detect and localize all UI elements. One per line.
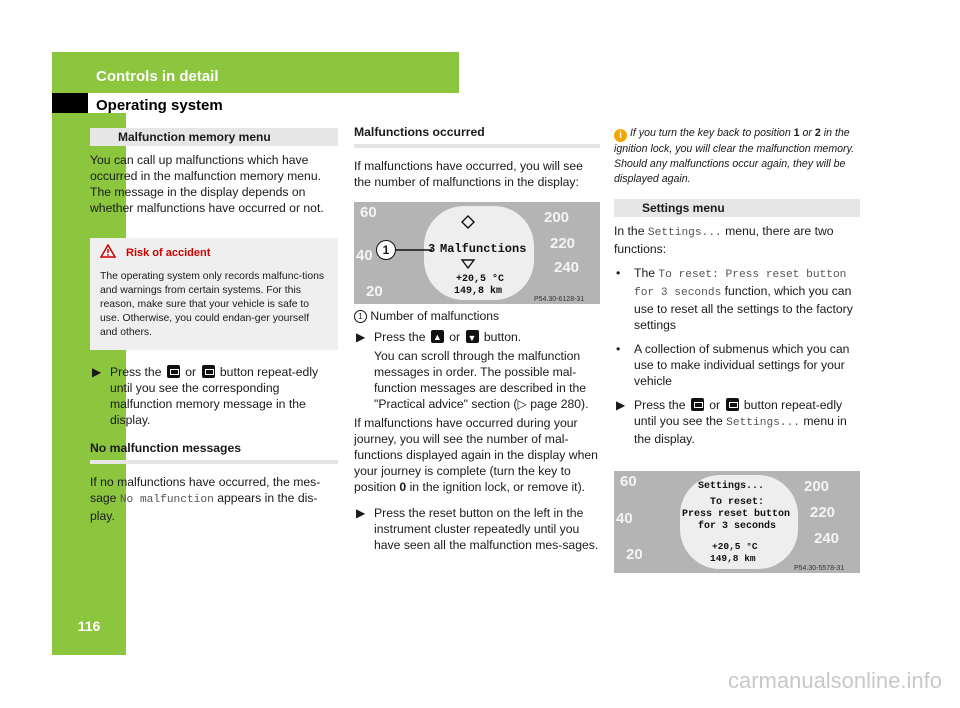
step-text: menu in the display. xyxy=(634,414,847,446)
bullet-text: A collection of submenus which you can use to make individual settings for your vehicle xyxy=(634,342,850,388)
display-reset-instruction: Press reset button xyxy=(682,509,791,520)
scale-label: 60 xyxy=(360,204,377,221)
step-or: or xyxy=(709,398,721,412)
bullet-submenus xyxy=(614,341,860,389)
display-temperature: +20,5 °C xyxy=(456,274,505,285)
step-arrow-icon: ▶ xyxy=(356,330,366,344)
step-or: or xyxy=(185,365,197,379)
paragraph-text: In the xyxy=(614,224,645,238)
scale-label: 220 xyxy=(550,235,576,252)
column-2 xyxy=(354,124,600,553)
scale-label: 200 xyxy=(804,478,830,495)
key-position: 0 xyxy=(399,480,407,494)
page-reference: (▷ page 280). xyxy=(513,397,589,411)
step-detail-text: You can scroll through the malfunction messages in order. The possible mal-function messages are described in the "Practical advice" section xyxy=(374,349,587,411)
journey-paragraph xyxy=(354,415,600,495)
caption-number: 1 xyxy=(354,310,367,323)
chapter-tab-marker xyxy=(52,93,88,113)
scale-label: 20 xyxy=(366,283,383,300)
step-open-settings xyxy=(614,397,860,447)
step-press-buttons xyxy=(90,364,338,428)
scale-label: 60 xyxy=(620,473,637,490)
display-message-code: To reset: Press reset button for 3 seconds xyxy=(634,269,847,299)
key-position: 2 xyxy=(814,127,821,139)
display-message-code: No malfunction xyxy=(119,494,214,506)
bullet-reset-function xyxy=(614,265,860,333)
callout-number: 1 xyxy=(376,240,396,260)
malfunction-memory-heading: Malfunction memory menu xyxy=(90,128,338,146)
info-note xyxy=(614,126,860,187)
step-arrow-icon: ▶ xyxy=(356,506,366,520)
display-settings-title: Settings... xyxy=(698,481,765,492)
bullet-dot: • xyxy=(616,266,621,280)
step-scroll-buttons xyxy=(354,329,600,345)
display-temperature: +20,5 °C xyxy=(712,541,758,552)
paragraph-text: appears in the dis-play. xyxy=(90,491,318,523)
warning-title: Risk of accident xyxy=(126,247,211,259)
malfunctions-occurred-heading: Malfunctions occurred xyxy=(354,124,600,148)
malfunction-memory-paragraph: You can call up malfunctions which have occurred in the malfunction memory menu. The message in the display depends on whether malfunctions have occurred or not. xyxy=(90,153,324,215)
section-title: Controls in detail xyxy=(96,68,219,85)
figure-code: P54.30-5578-31 xyxy=(794,565,845,572)
figure-caption xyxy=(354,308,600,324)
display-reset-duration: for 3 seconds xyxy=(698,521,777,532)
step-arrow-icon: ▶ xyxy=(92,365,102,379)
settings-display-image xyxy=(614,471,860,573)
display-message-code: Settings... xyxy=(647,227,722,239)
figure-code: P54.30-6128-31 xyxy=(534,296,585,303)
malfunction-count: 3 xyxy=(428,242,436,256)
step-text: Press the reset button on the left in the instrument cluster repeatedly until you have seen all the malfunction mes-sages. xyxy=(374,506,599,552)
step-text: button. xyxy=(483,330,522,344)
watermark: carmanualsonline.info xyxy=(727,668,942,693)
step-text: Press the xyxy=(374,330,426,344)
bullet-text: function, which you can use to reset all the settings to the factory settings xyxy=(634,284,853,332)
scale-label: 20 xyxy=(626,546,643,563)
chapter-title: Operating system xyxy=(96,97,223,114)
step-text: button repeat-edly until you see the corresponding malfunction memory message in the display. xyxy=(110,365,319,427)
down-button-icon xyxy=(466,330,479,343)
bullet-text: The xyxy=(634,266,656,280)
step-or: or xyxy=(449,330,461,344)
paragraph-text: If malfunctions have occurred during your journey, you will see the number of mal-functions displayed again in the display when your journey is complete (turn the key to position xyxy=(354,416,598,494)
settings-menu-heading: Settings menu xyxy=(614,199,860,217)
paragraph-text: If no malfunctions have occurred, the mes-sage xyxy=(90,475,321,505)
step-text: Press the xyxy=(634,398,686,412)
paragraph-text: in the ignition lock, or remove it). xyxy=(409,480,586,494)
page-number: 116 xyxy=(77,618,101,634)
step-arrow-icon: ▶ xyxy=(616,398,626,412)
step-text: Press the xyxy=(110,365,162,379)
bullet-dot: • xyxy=(616,342,621,356)
scale-label: 40 xyxy=(616,510,633,527)
column-1 xyxy=(90,128,338,524)
up-button-icon xyxy=(431,330,444,343)
note-text: or xyxy=(802,127,812,139)
warning-text: The operating system only records malfunc-tions and warnings from certain systems. For this reason, make sure that your vehicle is safe to use. Otherwise, you could endan-ger yourself and others. xyxy=(100,271,325,338)
display-odometer: 149,8 km xyxy=(710,553,756,564)
no-malfunction-heading: No malfunction messages xyxy=(90,440,338,464)
screen-button-icon xyxy=(167,365,180,378)
no-malfunction-paragraph xyxy=(90,474,338,524)
step-text: button repeat-edly until you see the xyxy=(634,398,843,428)
scale-label: 200 xyxy=(544,209,570,226)
step-reset-button xyxy=(354,505,600,553)
scale-label: 240 xyxy=(554,259,580,276)
paragraph-text: menu, there are two functions: xyxy=(614,224,834,256)
info-icon: i xyxy=(614,129,627,142)
scale-label: 240 xyxy=(814,530,840,547)
malfunction-display-image xyxy=(354,202,600,304)
display-reset-label: To reset: xyxy=(710,497,765,508)
screen-button-icon xyxy=(202,365,215,378)
screen-button-icon xyxy=(691,398,704,411)
display-odometer: 149,8 km xyxy=(454,286,503,297)
display-malfunctions-text: Malfunctions xyxy=(440,242,527,256)
note-text: If you turn the key back to position xyxy=(629,127,791,139)
screen-button-icon xyxy=(726,398,739,411)
warning-box xyxy=(90,238,338,350)
intro-paragraph: If malfunctions have occurred, you will see the number of malfunctions in the display: xyxy=(354,159,583,189)
warning-triangle-icon xyxy=(100,244,116,258)
key-position: 1 xyxy=(793,127,800,139)
scale-label: 220 xyxy=(810,504,836,521)
settings-intro xyxy=(614,223,860,257)
step-detail xyxy=(354,348,600,412)
note-text: in the ignition lock, you will clear the malfunction memory. Should any malfunctions occur again, they will be displayed again. xyxy=(614,127,855,185)
scale-label: 40 xyxy=(356,247,373,264)
column-3 xyxy=(614,126,860,573)
display-message-code: Settings... xyxy=(726,417,801,429)
caption-text: Number of malfunctions xyxy=(370,309,500,323)
